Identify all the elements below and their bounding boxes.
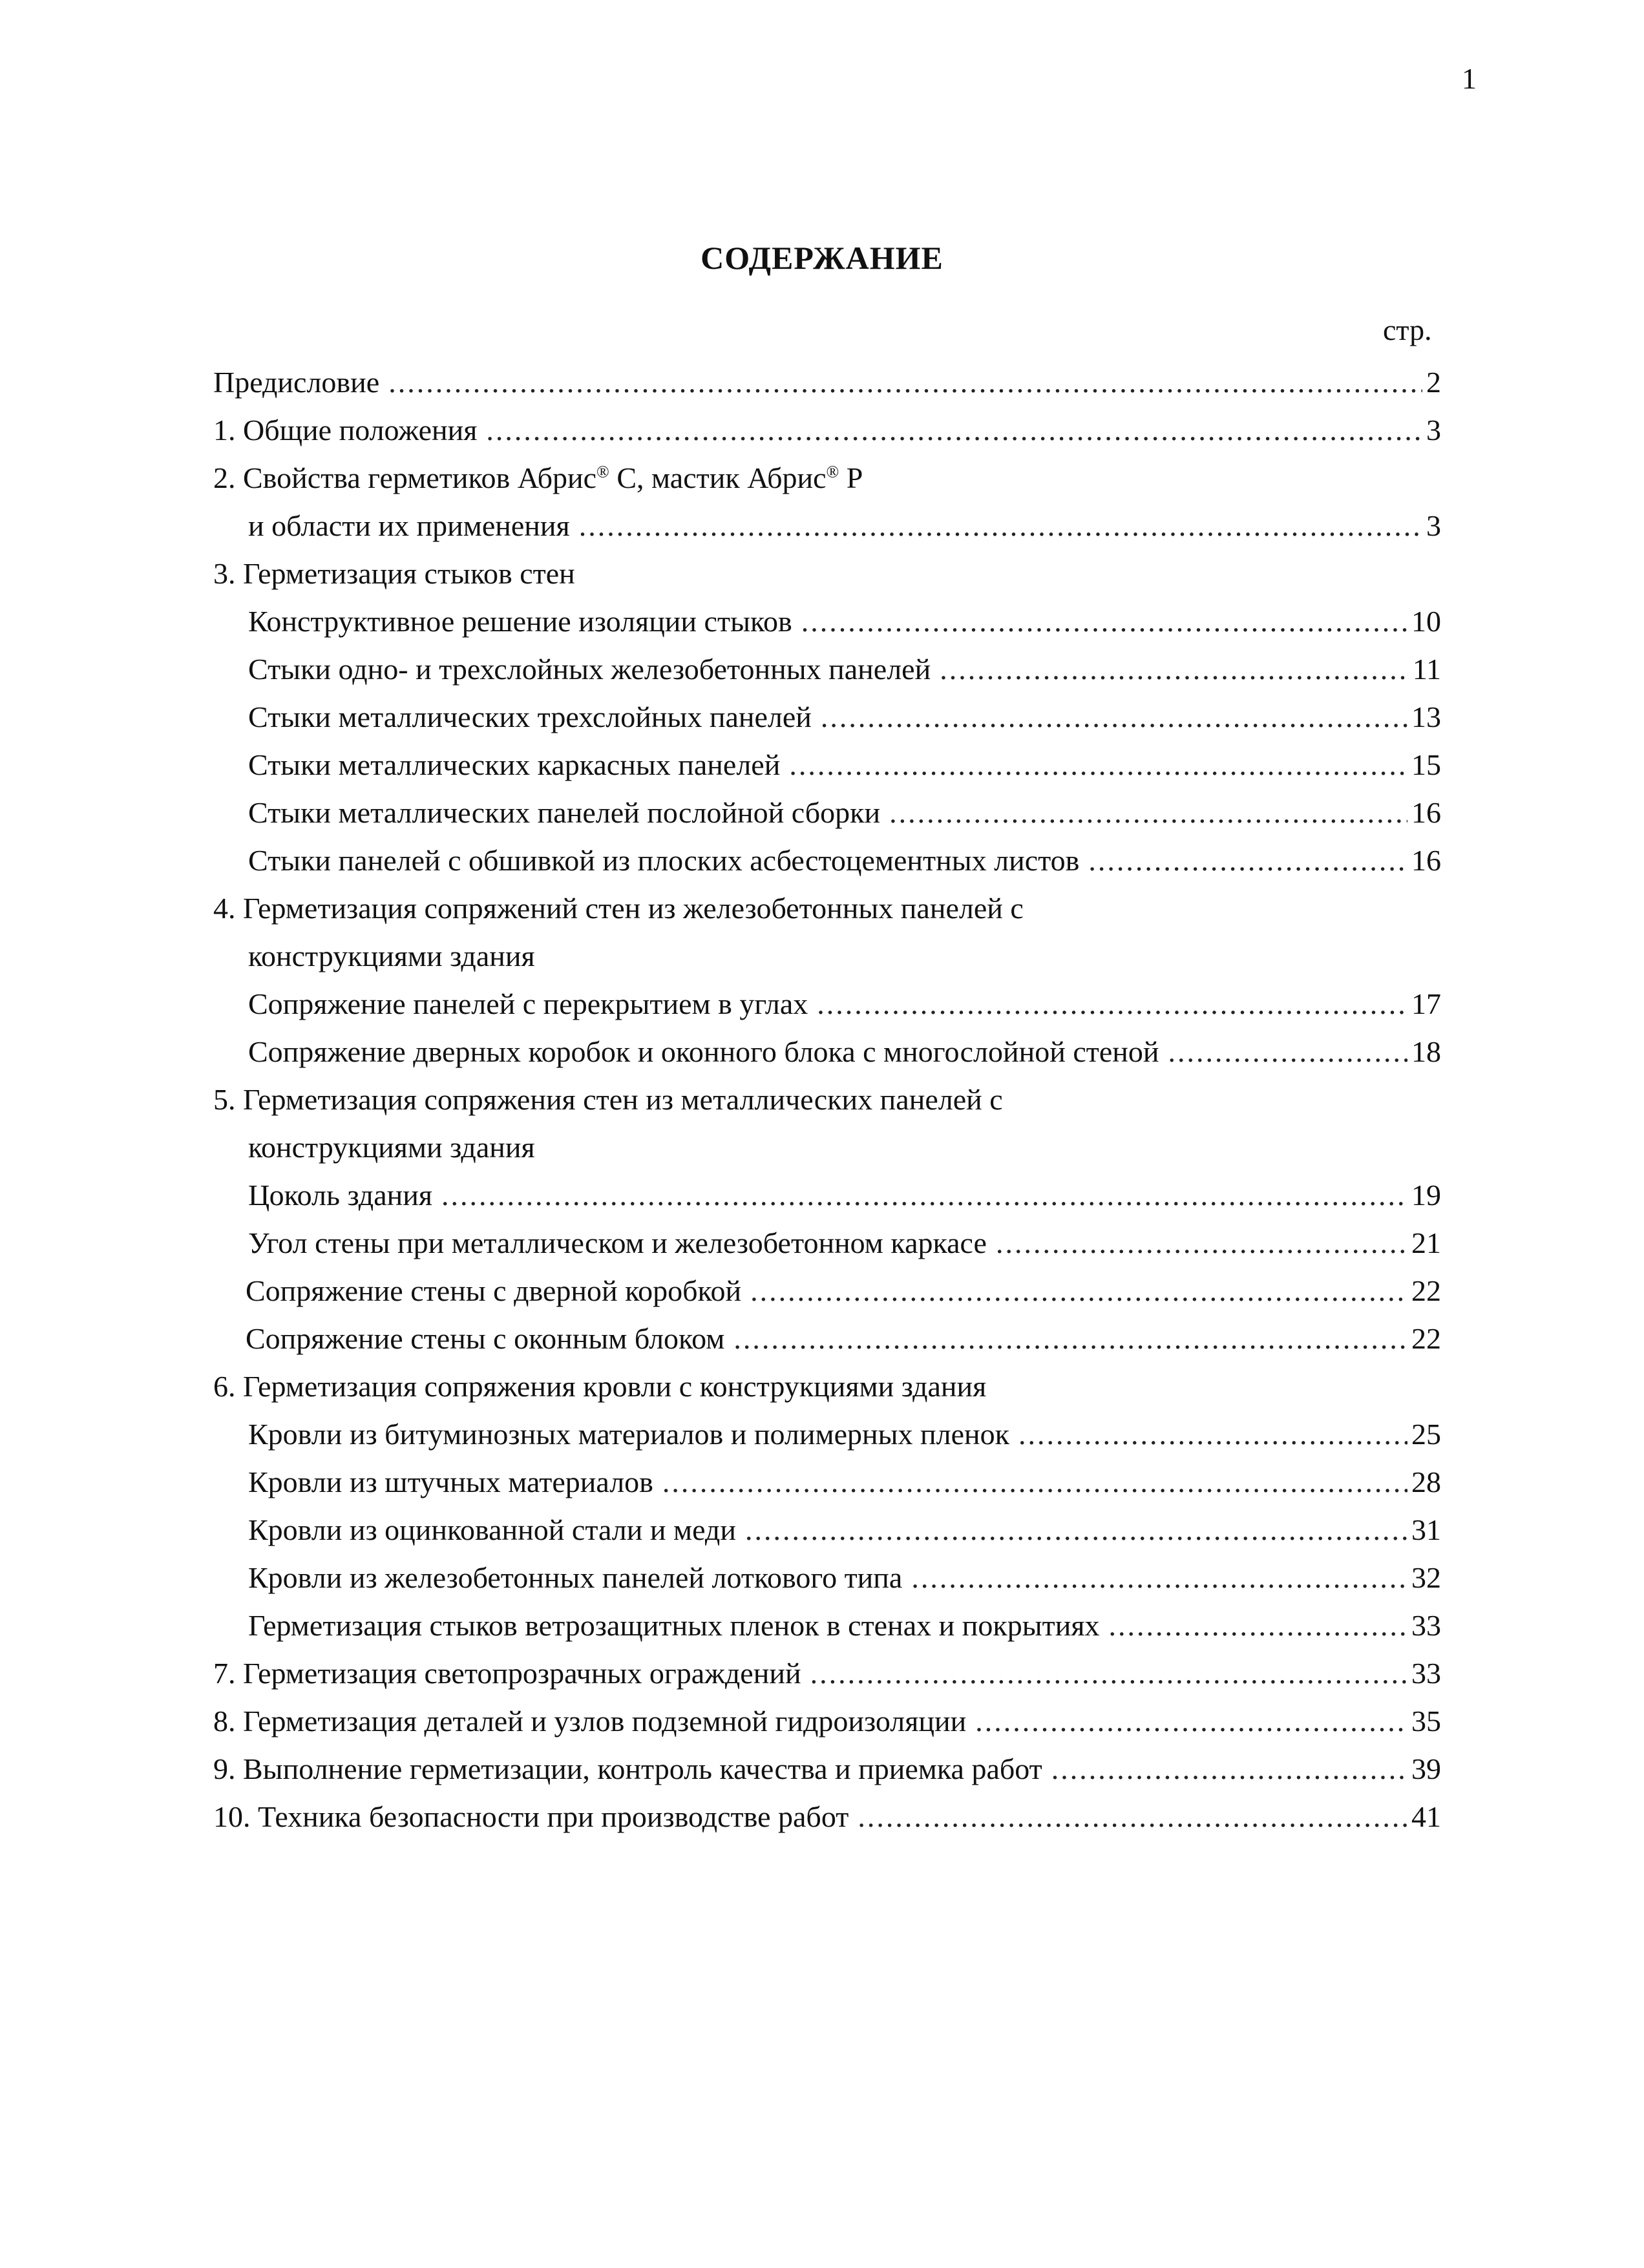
toc-entry-title: Конструктивное решение изоляции стыков [248,605,792,638]
toc-entry-page: 16 [1411,844,1441,877]
toc-entry-page: 16 [1411,796,1441,829]
toc-entry [213,550,1441,598]
toc-entry-title: Сопряжение дверных коробок и оконного блока с многослойной стеной [248,1035,1159,1068]
toc-entry-title: 4. Герметизация сопряжений стен из железобетонных панелей с [213,892,1024,925]
dot-leader [388,359,1422,406]
toc-entry-page: 2 [1426,366,1441,399]
toc-entry [213,1506,1441,1554]
toc-entry [213,1171,1441,1219]
toc-entry [213,646,1441,693]
toc-entry-title: 3. Герметизация стыков стен [213,557,575,590]
toc-entry [213,1554,1441,1602]
dot-leader [750,1267,1407,1315]
toc-entry [213,1602,1441,1650]
toc-entry-title: 6. Герметизация сопряжения кровли с конструкциями здания [213,1370,987,1403]
toc-entry-page: 17 [1411,987,1441,1020]
toc-entry-page: 35 [1411,1705,1441,1738]
dot-leader [911,1554,1407,1602]
toc-entry-title: 10. Техника безопасности при производстве работ [213,1800,849,1833]
toc-entry-title: Герметизация стыков ветрозащитных пленок в стенах и покрытиях [248,1609,1100,1642]
toc-entry [213,1219,1441,1267]
toc-entry-title: Стыки металлических панелей послойной сборки [248,796,881,829]
toc-entry [213,1315,1441,1363]
toc-entry [213,1028,1441,1076]
dot-leader [1109,1602,1408,1650]
toc-entry-page: 28 [1411,1465,1441,1498]
toc-entry [213,980,1441,1028]
toc-entry-page: 22 [1411,1274,1441,1307]
toc-entry-title: 1. Общие положения [213,414,478,446]
toc-entry [213,1745,1441,1793]
toc-entry-title: Кровли из железобетонных панелей лоткового типа [248,1561,903,1594]
toc-entry [213,502,1441,550]
toc-entry-page: 22 [1411,1322,1441,1355]
toc-entry-page: 18 [1411,1035,1441,1068]
dot-leader [486,406,1422,454]
toc-entry-title: Кровли из штучных материалов [248,1465,653,1498]
toc-entry-page: 13 [1411,700,1441,733]
dot-leader [821,693,1407,741]
dot-leader [889,789,1407,837]
toc-entry-page: 3 [1426,414,1441,446]
toc-entry-title: Стыки панелей с обшивкой из плоских асбестоцементных листов [248,844,1080,877]
toc-entry [213,1650,1441,1697]
toc-entry-page: 10 [1411,605,1441,638]
toc-entry [213,406,1441,454]
toc-entry-page: 25 [1411,1418,1441,1451]
toc-entry [213,1411,1441,1458]
toc-entry-page: 33 [1411,1609,1441,1642]
dot-leader [789,741,1407,789]
toc-entry [213,598,1441,646]
dot-leader [810,1650,1407,1697]
toc-entry-page: 19 [1411,1179,1441,1212]
toc-entry [213,789,1441,837]
toc-entry-title: Кровли из оцинкованной стали и меди [248,1513,736,1546]
dot-leader [733,1315,1407,1363]
toc-entry-page: 21 [1411,1226,1441,1259]
toc-entry-page: 11 [1412,653,1441,686]
toc-entry-title: Кровли из битуминозных материалов и полимерных пленок [248,1418,1009,1451]
toc-entry [213,1267,1441,1315]
page-title: СОДЕРЖАНИЕ [701,240,943,276]
table-of-contents [213,359,1441,1841]
toc-entry [213,837,1441,885]
toc-entry-title: 2. Свойства герметиков Абрис® С, мастик Абрис® Р [213,461,863,494]
toc-entry-title: Сопряжение стены с оконным блоком [246,1322,725,1355]
toc-entry-title: Стыки одно- и трехслойных железобетонных панелей [248,653,931,686]
dot-leader [858,1793,1407,1841]
dot-leader [1168,1028,1407,1076]
toc-entry [213,1458,1441,1506]
toc-entry-title: 7. Герметизация светопрозрачных ограждений [213,1657,801,1690]
toc-entry-title: конструкциями здания [248,940,535,972]
page-number: 1 [1462,62,1477,95]
toc-entry-title: Сопряжение стены с дверной коробкой [246,1274,742,1307]
toc-entry-title: конструкциями здания [248,1131,535,1164]
toc-entry-page: 15 [1411,748,1441,781]
dot-leader [662,1458,1407,1506]
toc-entry-title: Сопряжение панелей с перекрытием в углах [248,987,808,1020]
toc-entry [213,359,1441,406]
toc-entry [213,885,1441,932]
toc-entry [213,454,1441,502]
toc-entry-page: 3 [1426,509,1441,542]
toc-entry [213,741,1441,789]
toc-entry-page: 39 [1411,1752,1441,1785]
toc-entry-title: Предисловие [213,366,380,399]
toc-entry-title: Угол стены при металлическом и железобетонном каркасе [248,1226,987,1259]
toc-entry-title: Цоколь здания [248,1179,433,1212]
toc-entry-title: и области их применения [248,509,570,542]
toc-entry [213,932,1441,980]
dot-leader [940,646,1409,693]
dot-leader [996,1219,1407,1267]
toc-entry-title: 9. Выполнение герметизации, контроль качества и приемка работ [213,1752,1042,1785]
toc-entry [213,1076,1441,1124]
dot-leader [801,598,1407,646]
toc-entry-title: 5. Герметизация сопряжения стен из металлических панелей с [213,1083,1003,1116]
toc-entry [213,1793,1441,1841]
toc-entry-page: 33 [1411,1657,1441,1690]
toc-entry-title: Стыки металлических каркасных панелей [248,748,781,781]
dot-leader [975,1697,1407,1745]
toc-entry-title: Стыки металлических трехслойных панелей [248,700,812,733]
dot-leader [579,502,1422,550]
toc-entry [213,1697,1441,1745]
toc-entry [213,1363,1441,1411]
toc-entry [213,693,1441,741]
dot-leader [1051,1745,1407,1793]
page-column-label: стр. [1383,313,1432,346]
dot-leader [1018,1411,1407,1458]
toc-entry-page: 32 [1411,1561,1441,1594]
dot-leader [441,1171,1407,1219]
dot-leader [817,980,1407,1028]
dot-leader [745,1506,1407,1554]
toc-entry [213,1124,1441,1171]
dot-leader [1088,837,1407,885]
toc-entry-page: 41 [1411,1800,1441,1833]
toc-entry-page: 31 [1411,1513,1441,1546]
toc-entry-title: 8. Герметизация деталей и узлов подземной гидроизоляции [213,1705,967,1738]
